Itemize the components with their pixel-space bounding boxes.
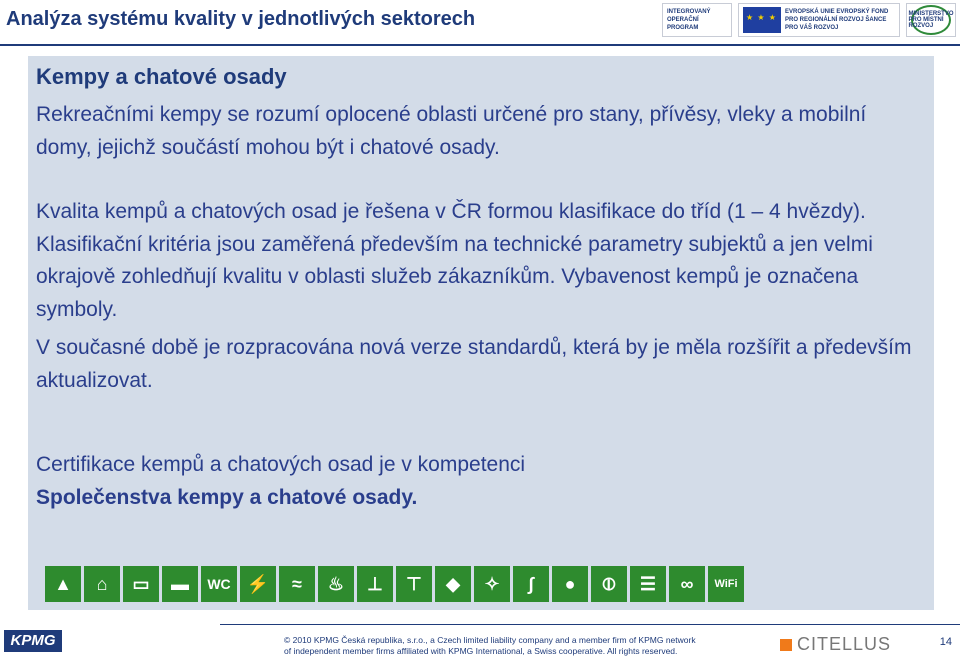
copyright-text: © 2010 KPMG Česká republika, s.r.o., a Czech limited liability company and a member firm of KPMG network of independent member firms affiliated with KPMG International, a Swiss cooperative. All rights reserved. [284, 635, 696, 656]
slide-footer [0, 624, 960, 658]
pets-icon: ◆ [435, 566, 471, 602]
hiking-icon: ✧ [474, 566, 510, 602]
tent-icon: ▲ [45, 566, 81, 602]
page-number: 14 [939, 636, 952, 648]
shop-icon: ● [552, 566, 588, 602]
ministry-logo: MINISTERSTVO PRO MÍSTNÍ ROZVOJ [906, 3, 956, 37]
section-heading: Kempy a chatové osady [36, 64, 287, 89]
paragraph-classification: Kvalita kempů a chatových osad je řešena v ČR formou klasifikace do tříd (1 – 4 hvězdy). Klasifikační kritéria jsou zaměřená především na technické parametry subjektů a jen velmi okrajově zohledňují kvalitu v oblasti služeb zákazníkům. Vybavenost kempů je označena symboly. [36, 200, 873, 321]
electricity-icon: ⚡ [240, 566, 276, 602]
slide-title: Analýza systému kvality v jednotlivých sektorech [6, 8, 476, 30]
citellus-mark-icon [780, 639, 792, 651]
fishing-icon: ∫ [513, 566, 549, 602]
paragraph-new-standards: V současné době je rozpracována nová verze standardů, která by je měla rozšířit a především aktualizovat. [36, 336, 912, 392]
eu-flag-icon [743, 7, 781, 33]
certification-body: Společenstva kempy a chatové osady. [36, 485, 418, 509]
drinking-water-icon: ⊤ [396, 566, 432, 602]
shower-icon: ≈ [279, 566, 315, 602]
caravan-icon: ▬ [162, 566, 198, 602]
header-divider [0, 44, 960, 46]
logo-strip [662, 2, 956, 38]
bicycle-icon: ∞ [669, 566, 705, 602]
amenity-icons [45, 566, 744, 602]
iop-logo: INTEGROVANÝ OPERAČNÍ PROGRAM [662, 3, 732, 37]
content-panel [28, 56, 934, 610]
wifi-icon: WiFi [708, 566, 744, 602]
chalet-icon: ⌂ [84, 566, 120, 602]
restaurant-icon: ⦶ [591, 566, 627, 602]
certification-line: Certifikace kempů a chatových osad je v kompetenci [36, 453, 526, 476]
footer-divider [220, 624, 960, 625]
water-tap-icon: ⊥ [357, 566, 393, 602]
wc-icon: WC [201, 566, 237, 602]
campfire-icon: ♨ [318, 566, 354, 602]
information-board-icon: ☰ [630, 566, 666, 602]
kpmg-logo: KPMG [4, 630, 62, 652]
mobile-home-icon: ▭ [123, 566, 159, 602]
paragraph-certification [36, 449, 926, 514]
citellus-logo: CITELLUS [780, 634, 891, 655]
slide-header [0, 0, 960, 44]
eu-logo: ★ ★ ★ EVROPSKÁ UNIE EVROPSKÝ FOND PRO REGIONÁLNÍ ROZVOJ ŠANCE PRO VÁŠ ROZVOJ [738, 3, 900, 37]
paragraph-definition: Rekreačními kempy se rozumí oplocené oblasti určené pro stany, přívěsy, vleky a mobilní domy, jejichž součástí mohou být i chatové osady. [36, 103, 867, 159]
